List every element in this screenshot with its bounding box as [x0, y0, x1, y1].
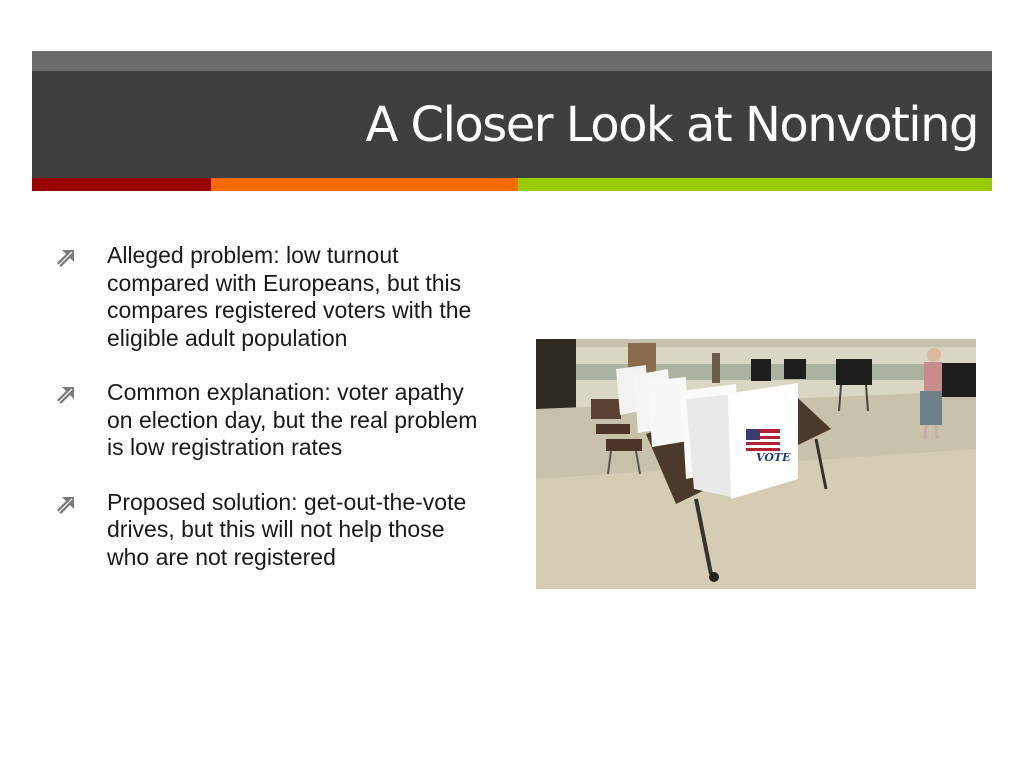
accent-bar-orange: [211, 178, 518, 191]
bullet-list: [56, 242, 486, 598]
voting-booths-photo: [536, 339, 976, 589]
accent-bar-red: [32, 178, 211, 191]
bullet-item: [56, 489, 486, 572]
bullet-text: Common explanation: voter apathy on election day, but the real problem is low registration rates: [107, 379, 478, 460]
booth-sign-text: VOTE: [756, 451, 791, 464]
slide-title: A Closer Look at Nonvoting: [365, 97, 978, 153]
arrow-up-right-icon: [56, 385, 76, 405]
arrow-up-right-icon: [56, 495, 76, 515]
bullet-text: Alleged problem: low turnout compared with Europeans, but this compares registered voters with the eligible adult population: [107, 242, 472, 351]
bullet-item: [56, 379, 486, 462]
bullet-item: [56, 242, 486, 352]
bullet-text: Proposed solution: get-out-the-vote drives, but this will not help those who are not registered: [107, 488, 467, 570]
header-band: [32, 71, 992, 178]
accent-bar-green: [518, 178, 992, 191]
arrow-up-right-icon: [56, 248, 76, 268]
header-top-strip: [32, 51, 992, 71]
